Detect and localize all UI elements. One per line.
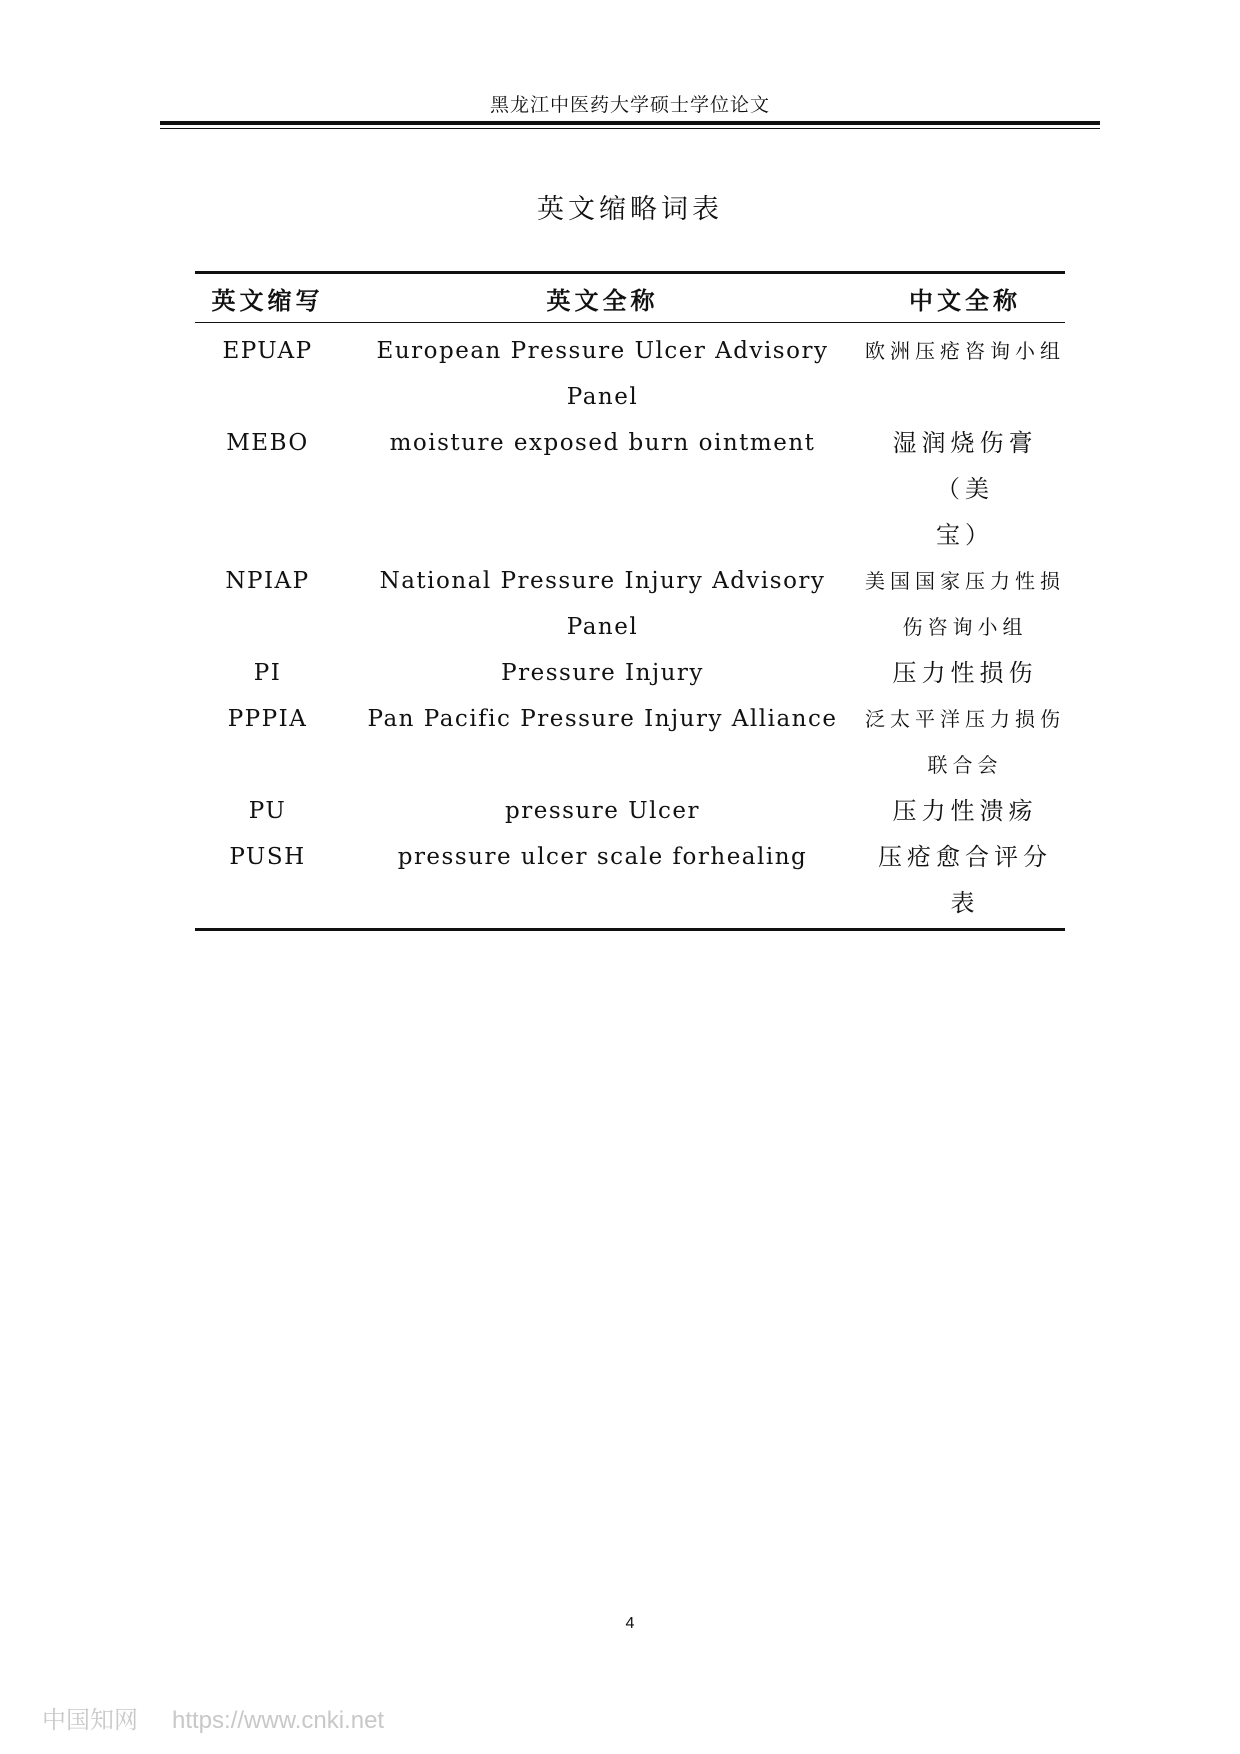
chinese-name-line: 压力性损伤 (892, 659, 1038, 687)
table-row (195, 420, 1065, 558)
english-name-cell (340, 834, 865, 930)
header-rule-thick (160, 121, 1100, 125)
column-header-abbreviation: 英文缩写 (195, 273, 340, 323)
abbreviation-cell: MEBO (226, 430, 309, 456)
chinese-name-cell (865, 323, 1065, 421)
english-name-line: pressure ulcer scale forhealing (397, 844, 808, 870)
english-name-cell (340, 558, 865, 650)
chinese-name-line: 联合会 (927, 753, 1003, 777)
chinese-name-cell (865, 834, 1065, 930)
abbreviation-cell: PPPIA (227, 706, 308, 732)
english-name-cell (340, 696, 865, 788)
chinese-name-line: 美国国家压力性损 (865, 569, 1065, 593)
chinese-name-line: 宝） (936, 521, 994, 549)
chinese-name-line: 压疮愈合评分表 (878, 843, 1052, 917)
chinese-name-cell (865, 420, 1065, 558)
chinese-name-cell (865, 788, 1065, 834)
table-row (195, 788, 1065, 834)
abbreviation-cell: EPUAP (222, 338, 313, 364)
cnki-watermark (42, 1700, 384, 1735)
table-row (195, 696, 1065, 788)
english-name-line: Panel (566, 614, 639, 640)
watermark-url: https://www.cnki.net (172, 1707, 385, 1734)
english-name-cell (340, 650, 865, 696)
english-name-line: European Pressure Ulcer Advisory (376, 338, 829, 364)
column-header-english-name: 英文全称 (340, 273, 865, 323)
chinese-name-line: 欧洲压疮咨询小组 (865, 339, 1065, 363)
english-name-cell (340, 323, 865, 421)
table-header-row (195, 273, 1065, 323)
chinese-name-cell (865, 650, 1065, 696)
page-number: 4 (625, 1615, 635, 1632)
abbreviation-table-wrapper (195, 271, 1065, 931)
table-row (195, 323, 1065, 421)
abbreviation-cell: NPIAP (225, 568, 310, 594)
chinese-name-line: 湿润烧伤膏（美 (892, 429, 1038, 503)
english-name-cell (340, 788, 865, 834)
watermark-brand: 中国知网 (42, 1707, 138, 1734)
abbreviation-cell: PUSH (229, 844, 306, 870)
chinese-name-cell (865, 696, 1065, 788)
english-name-line: Pressure Injury (501, 660, 704, 686)
header-rule-thin (160, 128, 1100, 129)
chinese-name-line: 压力性溃疡 (892, 797, 1038, 825)
page-title: 英文缩略词表 (537, 194, 723, 225)
abbreviation-table (195, 271, 1065, 931)
abbreviation-cell: PU (248, 798, 287, 824)
table-row (195, 834, 1065, 930)
chinese-name-line: 泛太平洋压力损伤 (865, 707, 1065, 731)
chinese-name-line: 伤咨询小组 (902, 615, 1028, 639)
table-row (195, 650, 1065, 696)
running-header: 黑龙江中医药大学硕士学位论文 (489, 94, 770, 116)
english-name-line: Panel (566, 384, 639, 410)
chinese-name-cell (865, 558, 1065, 650)
table-row (195, 558, 1065, 650)
english-name-line: moisture exposed burn ointment (389, 430, 816, 456)
abbreviation-cell: PI (253, 660, 282, 686)
english-name-line: pressure Ulcer (505, 798, 700, 824)
english-name-cell (340, 420, 865, 558)
english-name-line: Pan Pacific Pressure Injury Alliance (367, 706, 838, 732)
column-header-chinese-name: 中文全称 (865, 273, 1065, 323)
english-name-line: National Pressure Injury Advisory (379, 568, 826, 594)
